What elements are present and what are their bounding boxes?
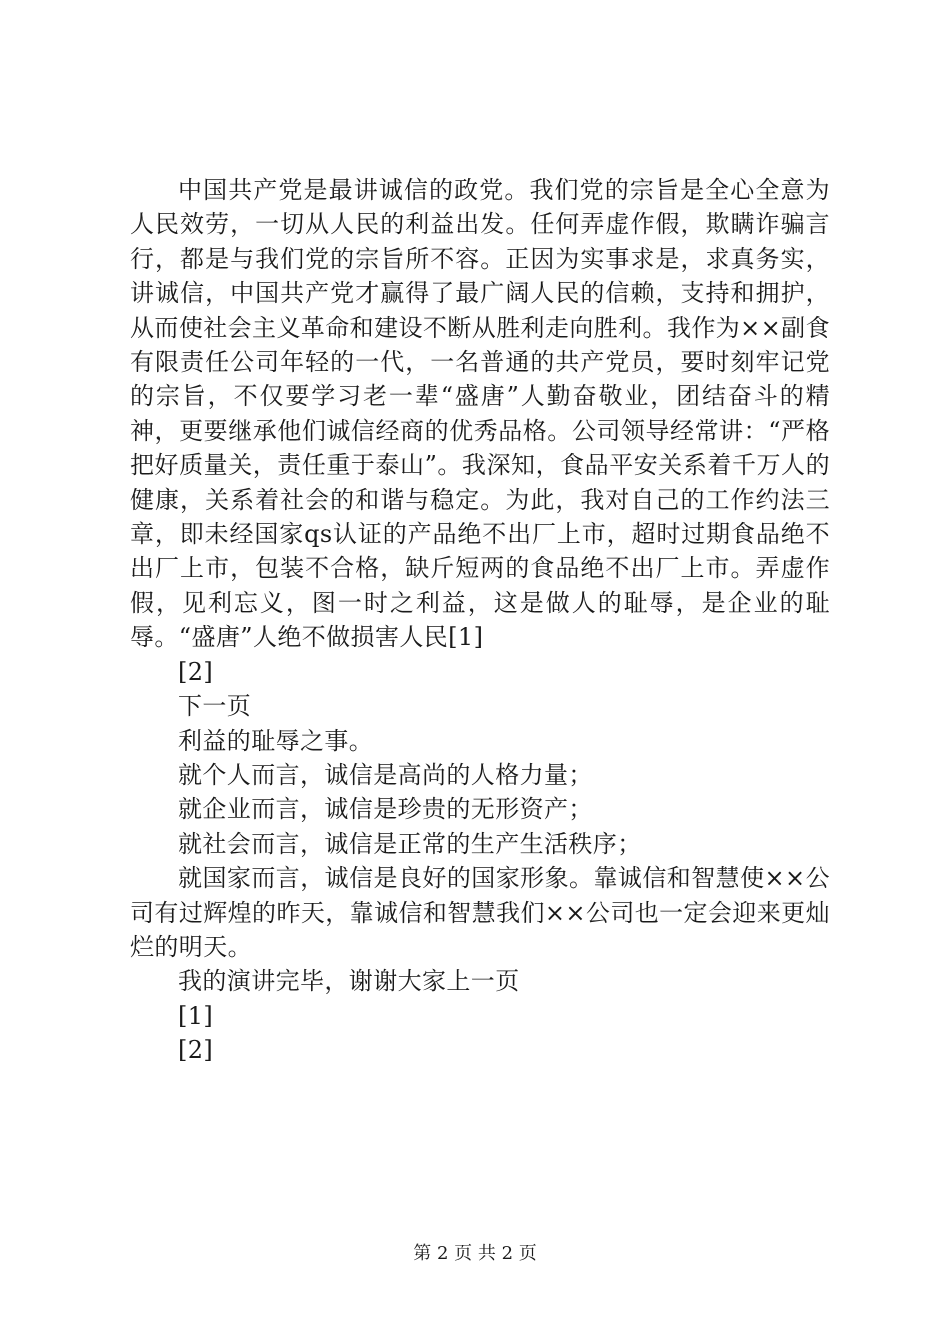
paragraph-main: 中国共产党是最讲诚信的政党。我们党的宗旨是全心全意为人民效劳，一切从人民的利益出发。任何弄虚作假，欺瞒诈骗言行，都是与我们党的宗旨所不容。正因为实事求是，求真务实，讲诚信，中国共产党才赢得了最广阔人民的信赖，支持和拥护，从而使社会主义革命和建设不断从胜利走向胜利。我作为××副食有限责任公司年轻的一代，一名普通的共产党员，要时刻牢记党的宗旨，不仅要学习老一辈“盛唐”人勤奋敬业，团结奋斗的精神，更要继承他们诚信经商的优秀品格。公司领导经常讲：“严格把好质量关，责任重于泰山”。我深知，食品平安关系着千万人的健康，关系着社会的和谐与稳定。为此，我对自己的工作约法三章，即未经国家qs认证的产品绝不出厂上市，超时过期食品绝不出厂上市，包装不合格，缺斤短两的食品绝不出厂上市。弄虚作假，见利忘义，图一时之利益，这是做人的耻辱，是企业的耻辱。“盛唐”人绝不做损害人民[1] — [130, 176, 830, 652]
page-link-1[interactable]: [1] — [178, 1001, 214, 1030]
paragraph-continuation: 利益的耻辱之事。 — [178, 726, 374, 755]
paragraph-nation: 就国家而言，诚信是良好的国家形象。靠诚信和智慧使××公司有过辉煌的昨天，靠诚信和智慧我们××公司也一定会迎来更灿烂的明天。 — [130, 864, 830, 961]
page-link-2-bottom[interactable]: [2] — [178, 1036, 214, 1065]
paragraph-enterprise: 就企业而言，诚信是珍贵的无形资产； — [178, 795, 593, 824]
document-body — [130, 173, 830, 1068]
next-page-link[interactable]: 下一页 — [178, 692, 252, 721]
page-link-2[interactable]: [2] — [178, 657, 214, 686]
paragraph-individual: 就个人而言，诚信是高尚的人格力量； — [178, 760, 593, 789]
paragraph-society: 就社会而言，诚信是正常的生产生活秩序； — [178, 829, 642, 858]
page-footer: 第 2 页 共 2 页 — [413, 1243, 537, 1264]
paragraph-closing: 我的演讲完毕，谢谢大家上一页 — [178, 967, 520, 996]
